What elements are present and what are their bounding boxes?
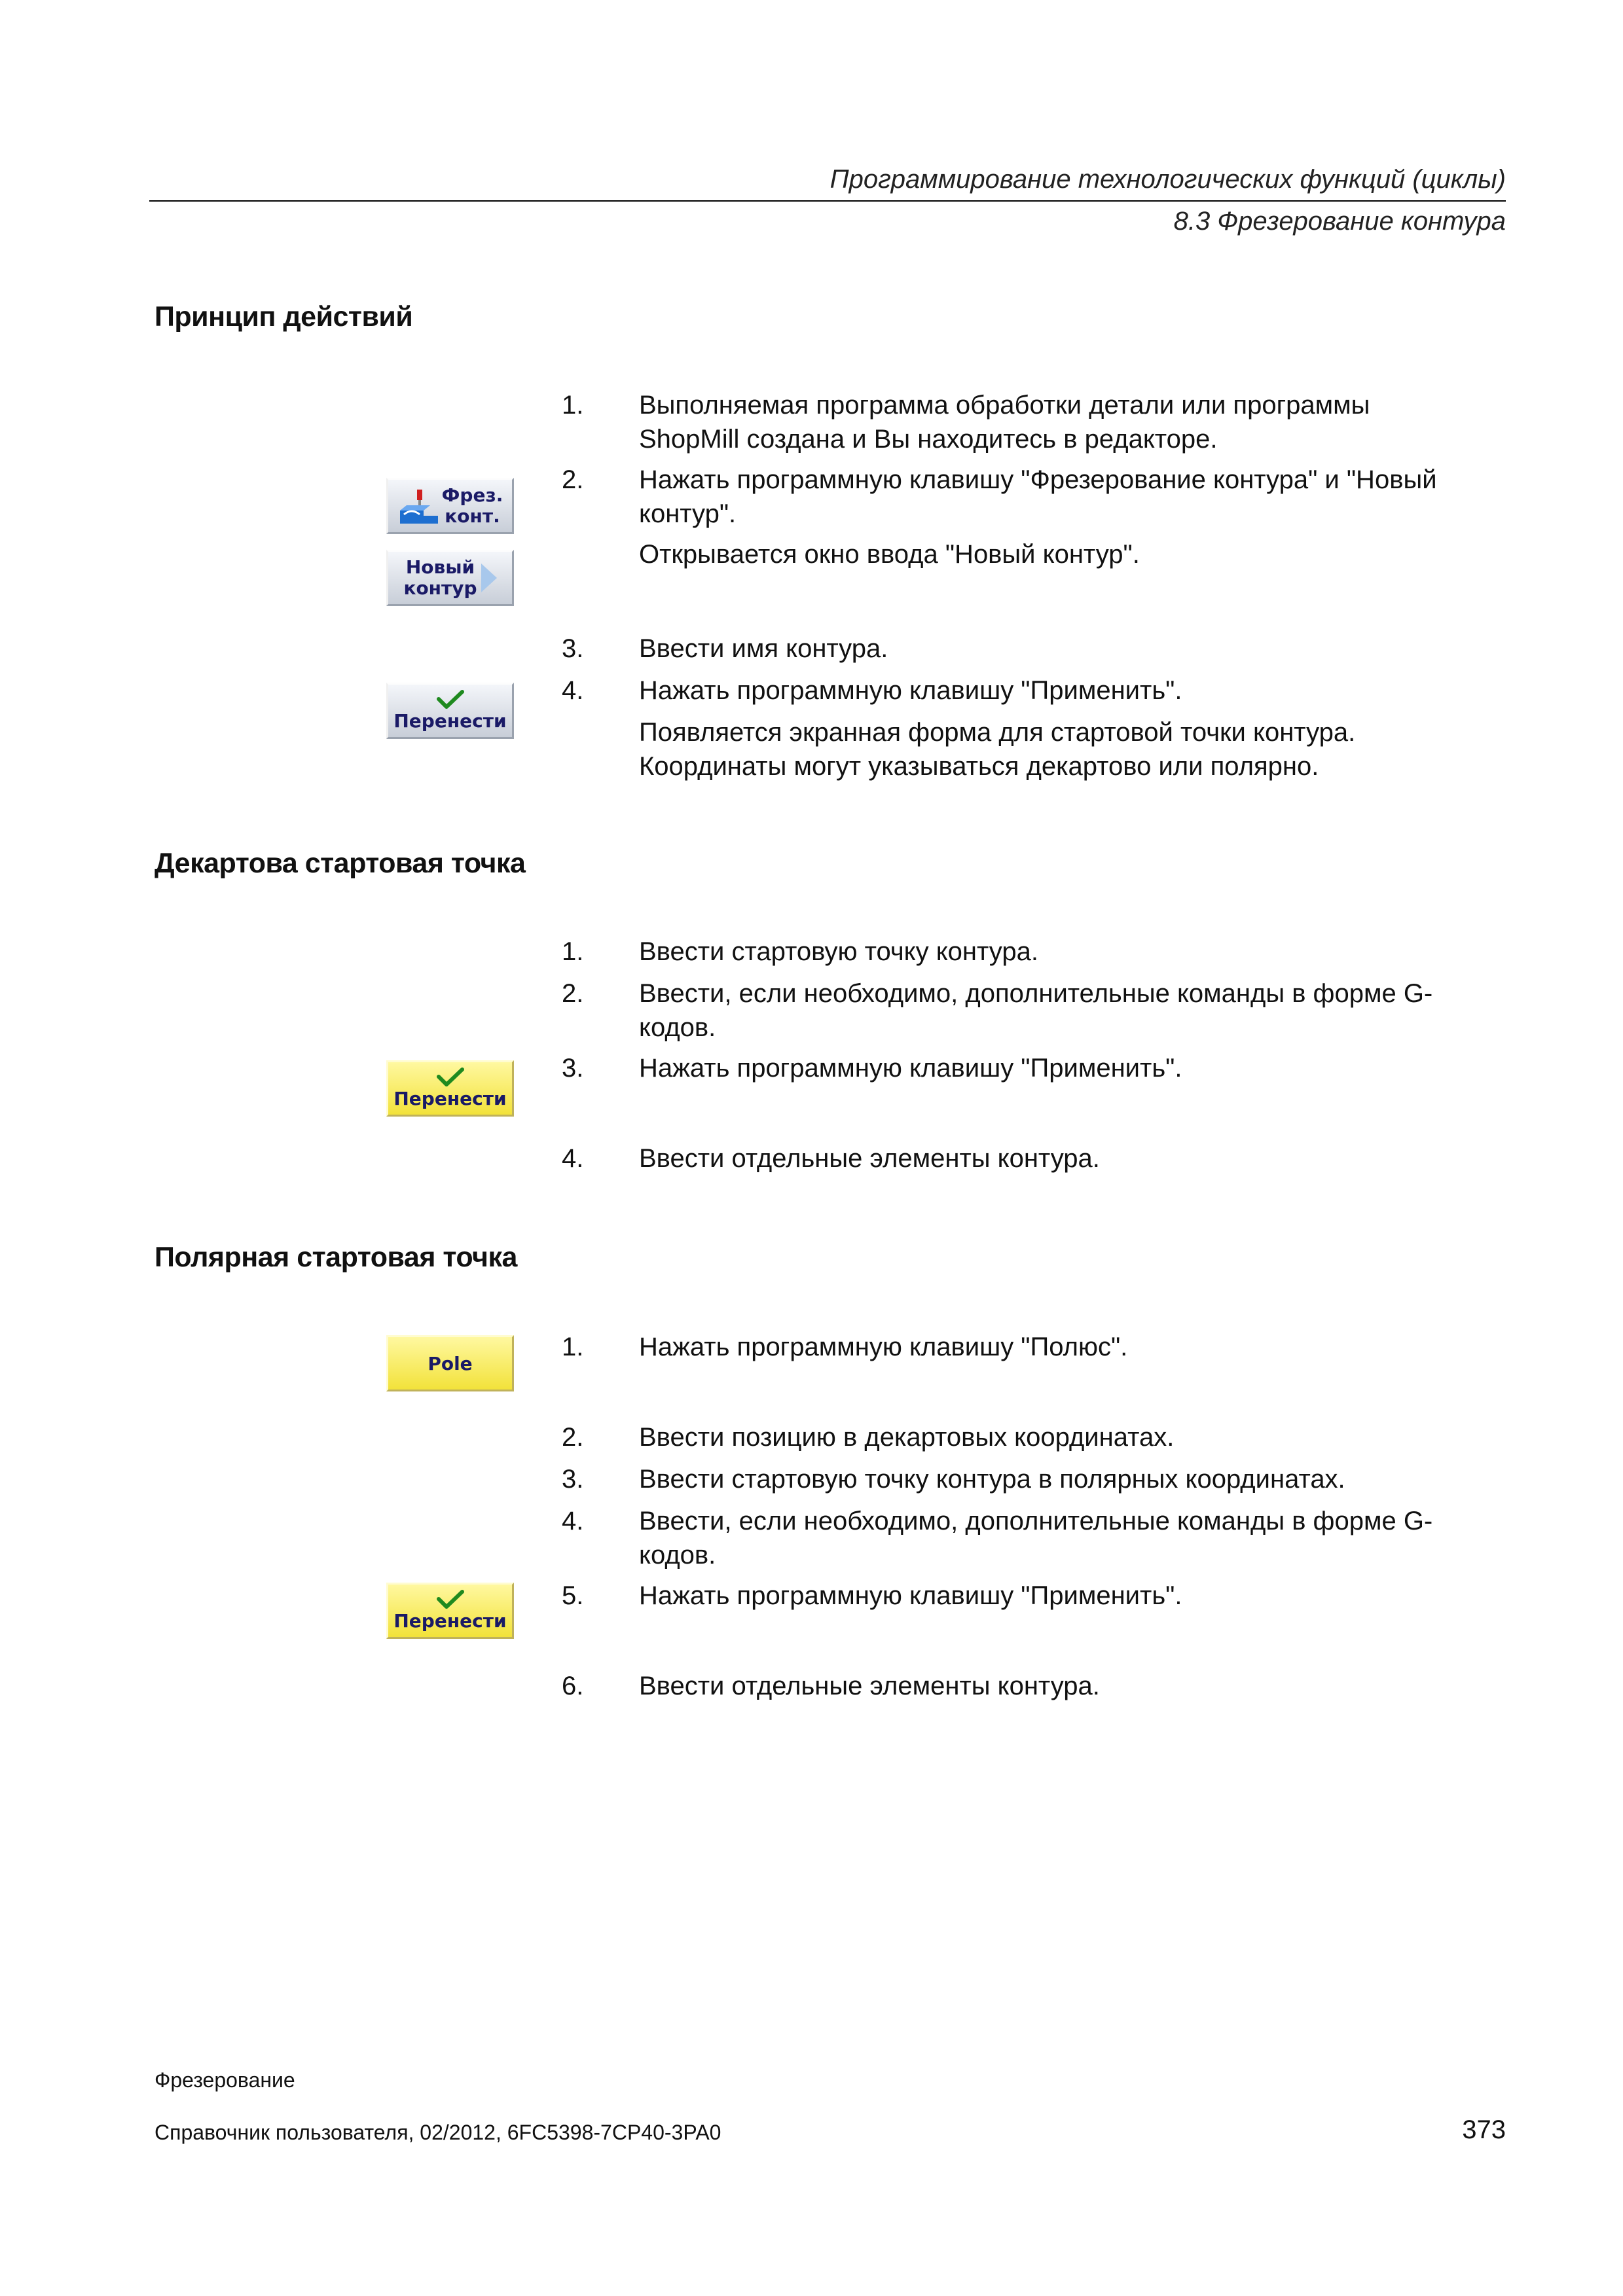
- step-number: 1.: [562, 1333, 584, 1361]
- heading-principle: Принцип действий: [155, 301, 413, 332]
- step-text: Ввести, если необходимо, дополнительные команды в форме G- кодов.: [639, 1507, 1433, 1570]
- check-icon: [436, 1590, 465, 1609]
- milling-contour-softkey[interactable]: Фрез. конт.: [386, 478, 514, 534]
- step-number: 2.: [562, 979, 584, 1008]
- pole-softkey[interactable]: Pole: [386, 1335, 514, 1391]
- check-icon: [436, 1067, 465, 1087]
- step-number: 1.: [562, 391, 584, 420]
- page-number: 373: [1462, 2115, 1506, 2144]
- footer-book-title: Фрезерование: [155, 2068, 295, 2092]
- step-number: 1.: [562, 937, 584, 966]
- step-number: 4.: [562, 1507, 584, 1535]
- step-text: Нажать программную клавишу "Применить".: [639, 1581, 1182, 1610]
- section-title: 8.3 Фрезерование контура: [1173, 207, 1506, 236]
- apply-softkey[interactable]: Перенести: [386, 683, 514, 739]
- step-number: 2.: [562, 1423, 584, 1452]
- step-text: Выполняемая программа обработки детали или программы ShopMill создана и Вы находитесь в редакторе.: [639, 391, 1370, 454]
- step-text: Ввести стартовую точку контура.: [639, 937, 1038, 966]
- step-number: 2.: [562, 465, 584, 494]
- arrow-right-icon: [481, 564, 497, 592]
- step-text: Нажать программную клавишу "Фрезерование контура" и "Новый контур".: [639, 465, 1437, 528]
- step-number: 3.: [562, 1465, 584, 1494]
- step-text: Нажать программную клавишу "Применить".: [639, 676, 1182, 705]
- step-number: 4.: [562, 676, 584, 705]
- step-text: Ввести отдельные элементы контура.: [639, 1144, 1100, 1173]
- step-text: Ввести отдельные элементы контура.: [639, 1672, 1100, 1700]
- step-text: Ввести имя контура.: [639, 634, 888, 663]
- milling-contour-icon: [397, 486, 441, 526]
- chapter-title: Программирование технологических функций (циклы): [830, 165, 1506, 194]
- step-text: Нажать программную клавишу "Полюс".: [639, 1333, 1128, 1361]
- footer-document-info: Справочник пользователя, 02/2012, 6FC5398-7CP40-3PA0: [155, 2121, 721, 2144]
- step-number: 4.: [562, 1144, 584, 1173]
- apply-softkey[interactable]: Перенести: [386, 1583, 514, 1639]
- step-number: 3.: [562, 1054, 584, 1083]
- step-text: Ввести стартовую точку контура в полярных координатах.: [639, 1465, 1345, 1494]
- step-result-text: Появляется экранная форма для стартовой точки контура. Координаты могут указываться декартово или полярно.: [639, 718, 1356, 781]
- new-contour-softkey[interactable]: Новый контур: [386, 550, 514, 606]
- step-number: 6.: [562, 1672, 584, 1700]
- heading-cartesian-start: Декартова стартовая точка: [155, 848, 526, 879]
- step-number: 3.: [562, 634, 584, 663]
- header-rule: [149, 200, 1506, 202]
- step-text: Ввести позицию в декартовых координатах.: [639, 1423, 1175, 1452]
- heading-polar-start: Полярная стартовая точка: [155, 1242, 517, 1273]
- step-text: Нажать программную клавишу "Применить".: [639, 1054, 1182, 1083]
- check-icon: [436, 690, 465, 709]
- apply-softkey[interactable]: Перенести: [386, 1060, 514, 1117]
- step-result-text: Открывается окно ввода "Новый контур".: [639, 540, 1140, 569]
- step-number: 5.: [562, 1581, 584, 1610]
- step-text: Ввести, если необходимо, дополнительные команды в форме G- кодов.: [639, 979, 1433, 1042]
